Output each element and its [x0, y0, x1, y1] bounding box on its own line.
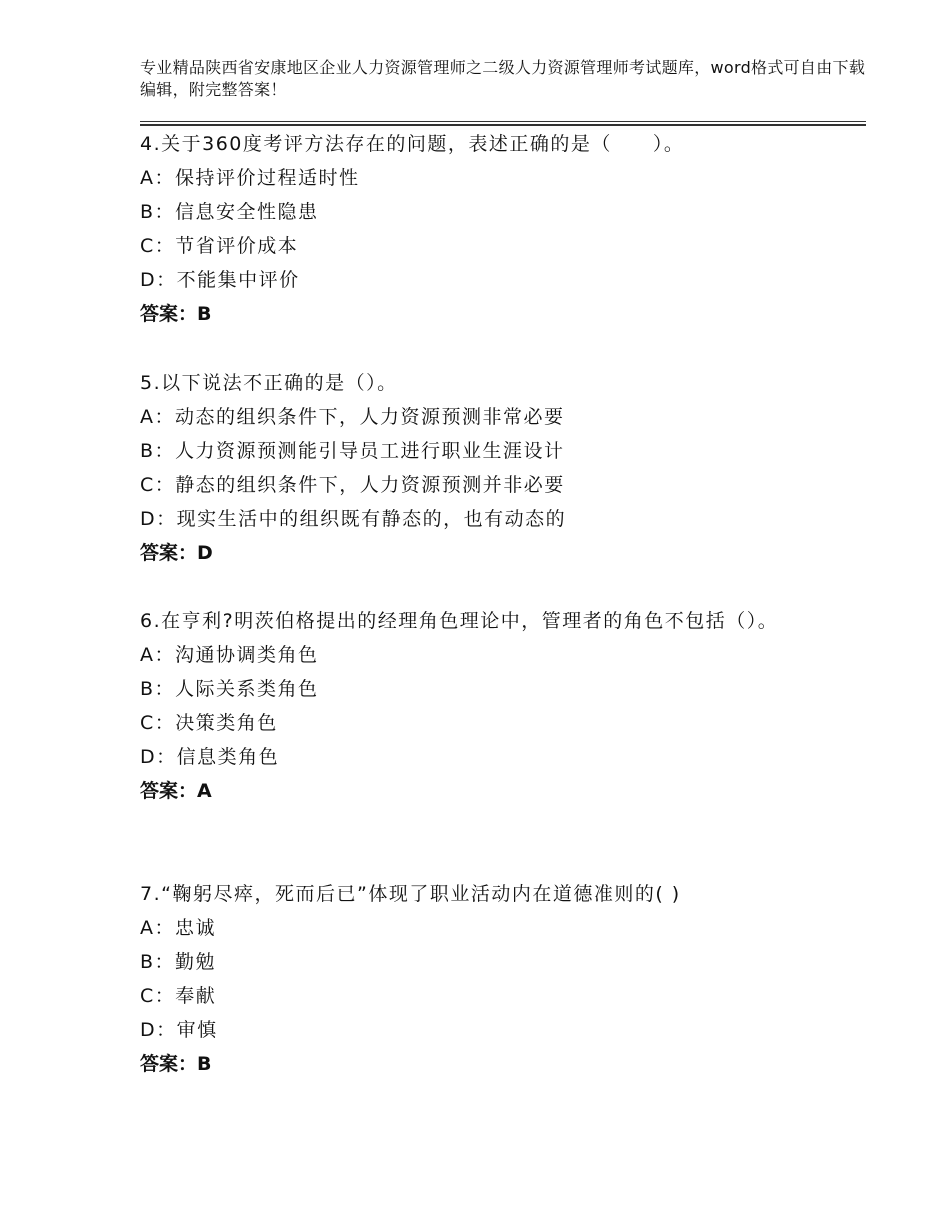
option-c: C：节省评价成本: [140, 235, 299, 257]
option-b: B：人力资源预测能引导员工进行职业生涯设计: [140, 440, 565, 462]
option-b: B：勤勉: [140, 951, 217, 973]
answer-label: 答案：A: [140, 780, 212, 802]
question-7: [140, 877, 866, 1081]
question-4: [140, 127, 866, 331]
option-c: C：静态的组织条件下，人力资源预测并非必要: [140, 474, 565, 496]
option-c: C：决策类角色: [140, 712, 278, 734]
question-stem: 7.“鞠躬尽瘁，死而后已”体现了职业活动内在道德准则的( ): [140, 883, 681, 905]
option-a: A：保持评价过程适时性: [140, 167, 360, 189]
option-d: D：现实生活中的组织既有静态的，也有动态的: [140, 508, 567, 530]
question-6: [140, 604, 866, 808]
option-b: B：信息安全性隐患: [140, 201, 319, 223]
document-header: 专业精品陕西省安康地区企业人力资源管理师之二级人力资源管理师考试题库，word格式可自由下载编辑，附完整答案！: [140, 58, 866, 99]
option-b: B：人际关系类角色: [140, 678, 319, 700]
option-a: A：忠诚: [140, 917, 216, 939]
header-divider: [140, 121, 866, 126]
document-page: [140, 0, 866, 1230]
option-d: D：不能集中评价: [140, 269, 300, 291]
question-stem: 5.以下说法不正确的是（）。: [140, 372, 398, 394]
question-5: [140, 366, 866, 570]
option-a: A：动态的组织条件下，人力资源预测非常必要: [140, 406, 565, 428]
option-c: C：奉献: [140, 985, 217, 1007]
answer-label: 答案：B: [140, 303, 212, 325]
question-stem: 6.在亨利?明茨伯格提出的经理角色理论中，管理者的角色不包括（）。: [140, 610, 779, 632]
answer-label: 答案：D: [140, 542, 213, 564]
option-d: D：审慎: [140, 1019, 218, 1041]
option-a: A：沟通协调类角色: [140, 644, 319, 666]
question-stem: 4.关于360度考评方法存在的问题，表述正确的是（ ）。: [140, 133, 685, 155]
answer-label: 答案：B: [140, 1053, 212, 1075]
option-d: D：信息类角色: [140, 746, 280, 768]
